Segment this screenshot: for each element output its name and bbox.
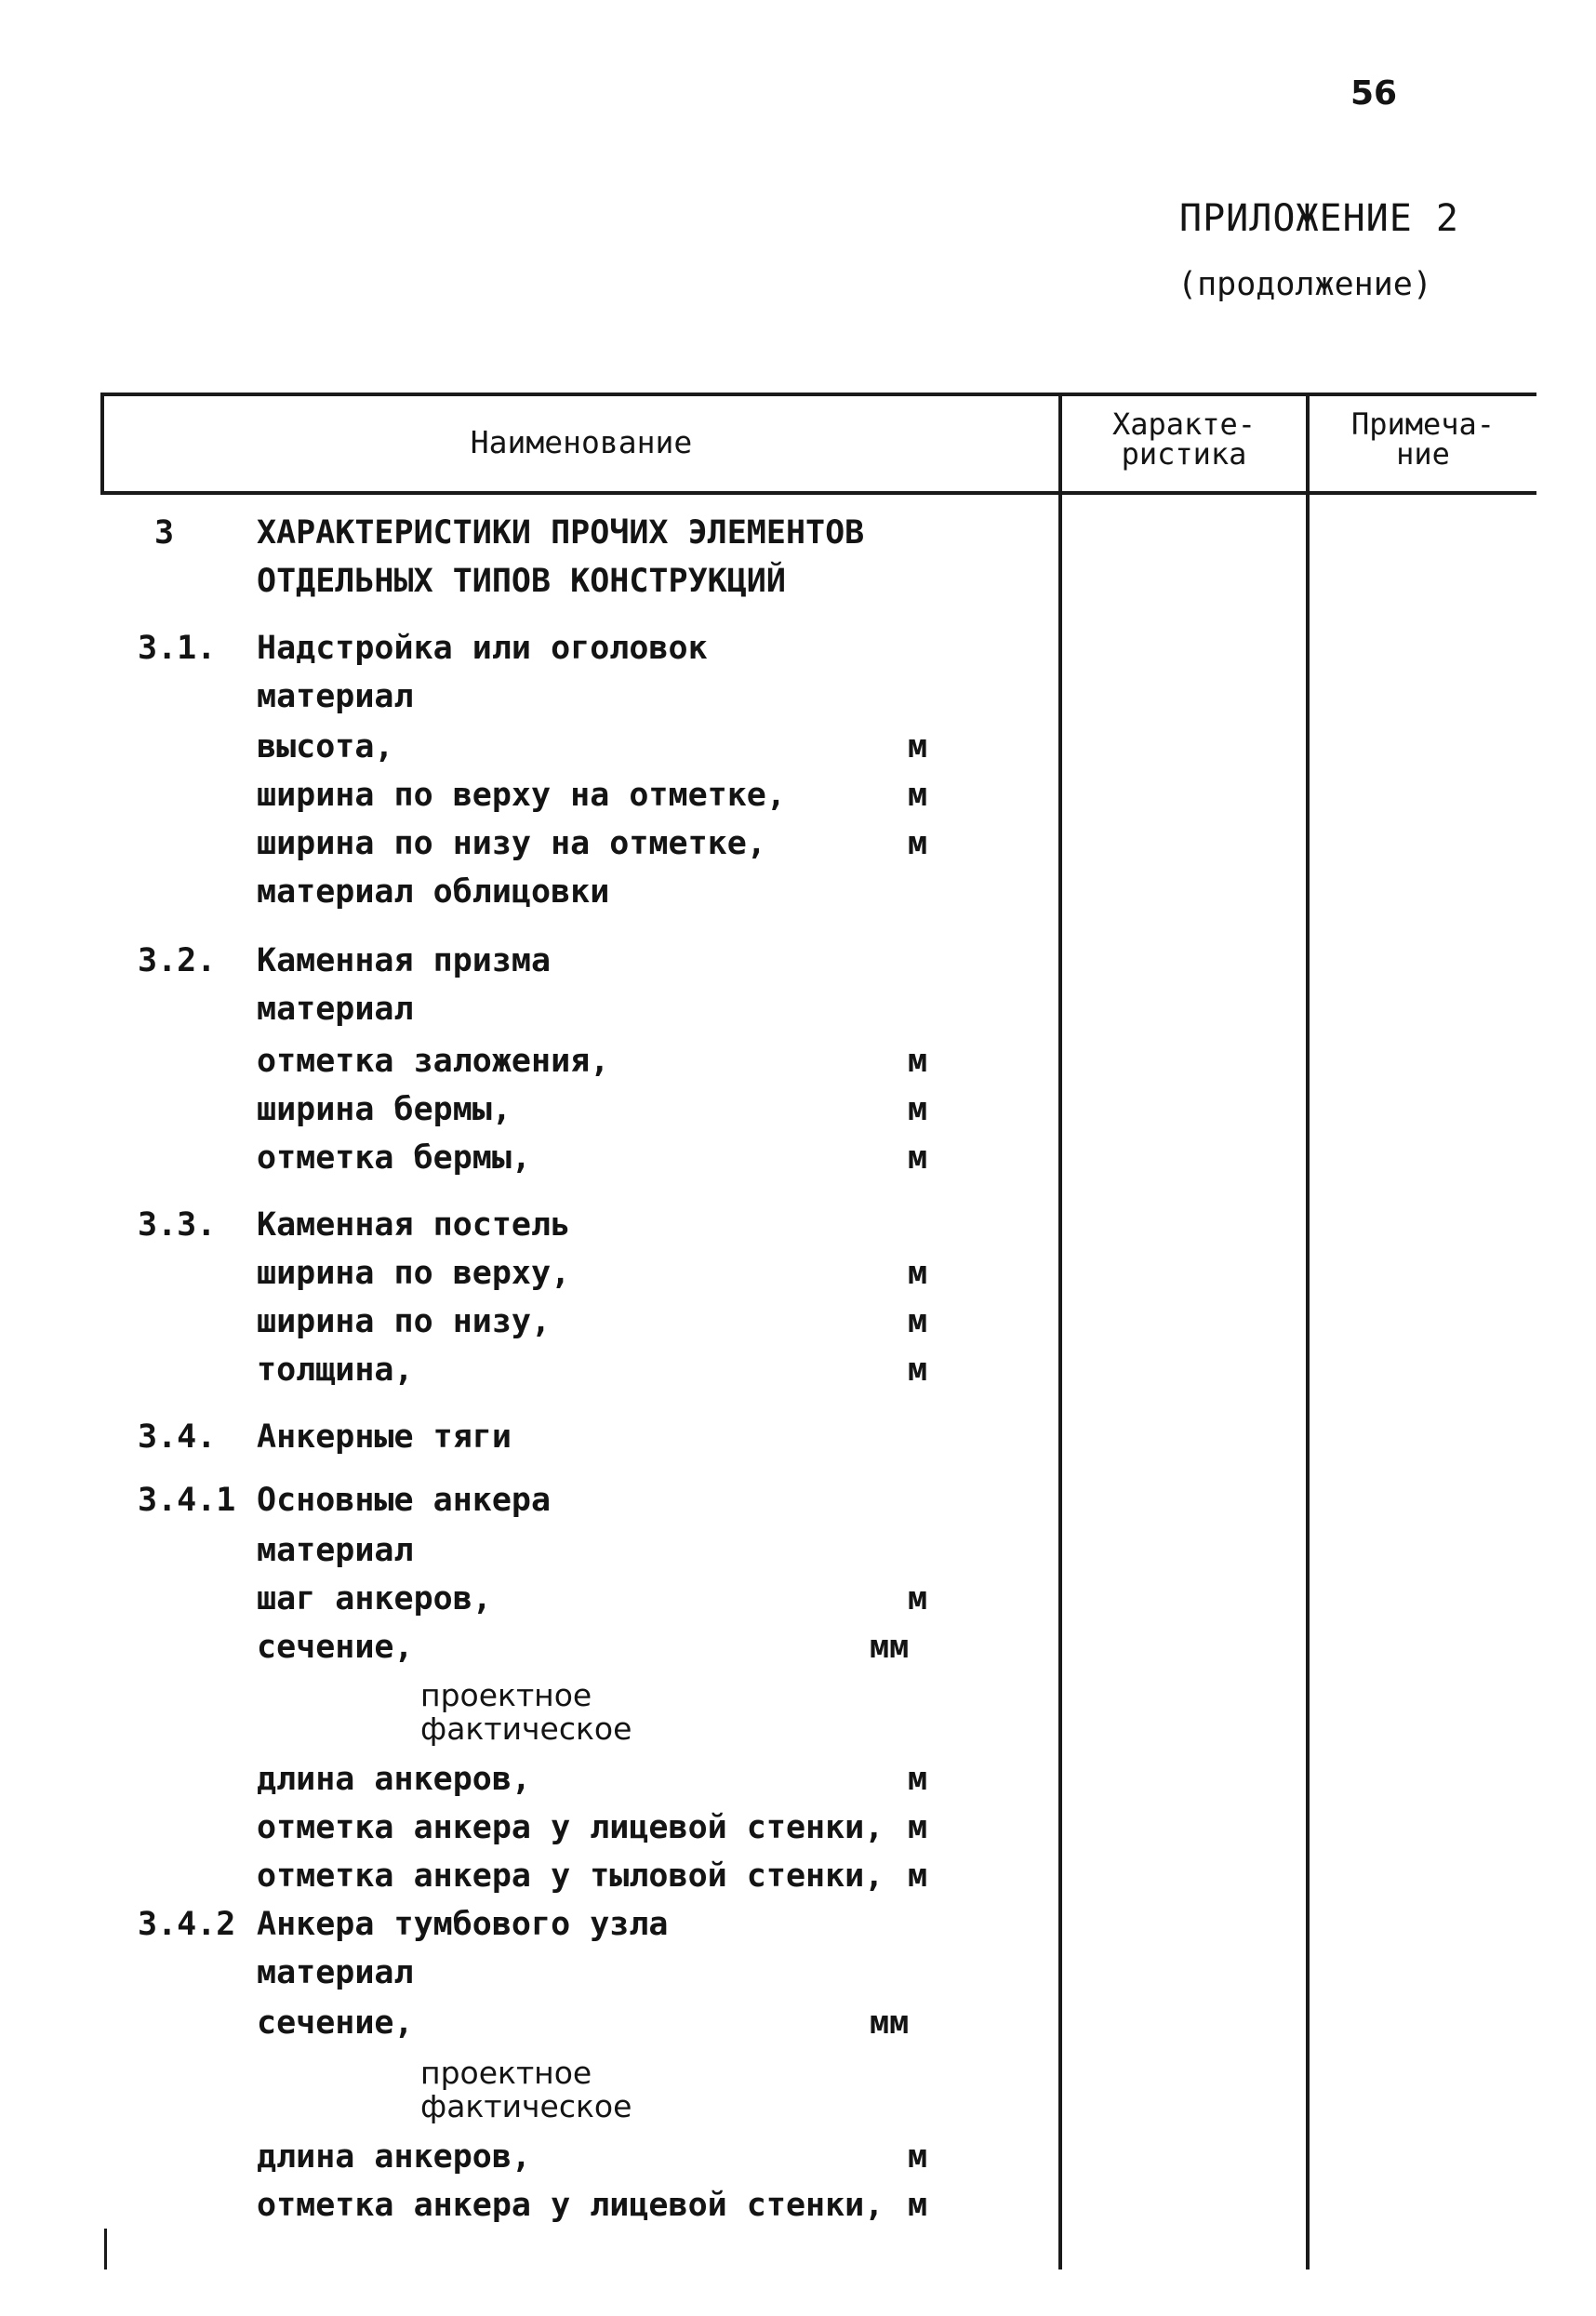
row-unit: м bbox=[908, 2138, 928, 2176]
row-label: материал bbox=[257, 1954, 414, 1991]
row-label: шаг анкеров, bbox=[257, 1580, 492, 1617]
row-unit: м bbox=[908, 1139, 928, 1177]
row-label: ширина по низу на отметке, bbox=[257, 825, 766, 862]
row-unit: м bbox=[908, 1303, 928, 1340]
row-label: Надстройка или оголовок bbox=[257, 630, 708, 667]
col-divider-characteristic bbox=[1058, 393, 1062, 2269]
row-unit: мм bbox=[870, 2004, 910, 2042]
row-label: ХАРАКТЕРИСТИКИ ПРОЧИХ ЭЛЕМЕНТОВ bbox=[257, 514, 865, 552]
row-label: отметка заложения, bbox=[257, 1043, 610, 1080]
body-left-margin-line bbox=[104, 2229, 107, 2269]
row-label: ширина бермы, bbox=[257, 1091, 512, 1128]
header-characteristic-line1: Характе- bbox=[1111, 406, 1257, 442]
table-top-rule bbox=[100, 393, 1536, 396]
row-unit: м bbox=[908, 1255, 928, 1292]
page-number: 56 bbox=[1350, 74, 1398, 113]
row-label: длина анкеров, bbox=[257, 2138, 532, 2176]
appendix-subtitle: (продолжение) bbox=[1177, 266, 1432, 303]
row-label: отметка бермы, bbox=[257, 1139, 532, 1177]
header-characteristic-line2: ристика bbox=[1121, 436, 1247, 472]
row-unit: м bbox=[908, 777, 928, 814]
row-label: ширина по низу, bbox=[257, 1303, 552, 1340]
row-label: Анкера тумбового узла bbox=[257, 1906, 669, 1943]
row-unit: м bbox=[908, 1809, 928, 1846]
row-unit: м bbox=[908, 1091, 928, 1128]
row-number: 3.3. bbox=[138, 1206, 217, 1244]
row-label: проектное bbox=[420, 2055, 592, 2091]
header-name: Наименование bbox=[470, 424, 693, 460]
row-unit: м bbox=[908, 1351, 928, 1389]
row-label: сечение, bbox=[257, 1629, 414, 1666]
row-label: Каменная постель bbox=[257, 1206, 571, 1244]
row-number: 3.2. bbox=[138, 942, 217, 979]
row-label: высота, bbox=[257, 728, 394, 765]
row-unit: м bbox=[908, 728, 928, 765]
row-label: сечение, bbox=[257, 2004, 414, 2042]
row-number: 3.4. bbox=[138, 1418, 217, 1456]
row-label: фактическое bbox=[420, 2088, 632, 2124]
row-label: длина анкеров, bbox=[257, 1761, 532, 1798]
header-note bbox=[1310, 406, 1536, 472]
row-label: материал bbox=[257, 1532, 414, 1569]
row-label: материал bbox=[257, 991, 414, 1028]
row-number: 3.4.2 bbox=[138, 1906, 236, 1943]
header-note-line2: ние bbox=[1396, 436, 1450, 472]
row-number: 3.1. bbox=[138, 630, 217, 667]
row-label: отметка анкера у лицевой стенки, bbox=[257, 2187, 884, 2224]
row-unit: м bbox=[908, 1043, 928, 1080]
row-label: материал bbox=[257, 678, 414, 715]
row-number: 3 bbox=[154, 514, 175, 552]
row-label: отметка анкера у лицевой стенки, bbox=[257, 1809, 884, 1846]
row-unit: м bbox=[908, 1761, 928, 1798]
header-characteristic bbox=[1062, 406, 1306, 472]
row-unit: м bbox=[908, 2187, 928, 2224]
row-number: 3.4.1 bbox=[138, 1482, 236, 1519]
row-unit: м bbox=[908, 825, 928, 862]
row-unit: м bbox=[908, 1580, 928, 1617]
row-label: отметка анкера у тыловой стенки, bbox=[257, 1857, 884, 1895]
row-label: материал облицовки bbox=[257, 873, 610, 911]
row-label: ОТДЕЛЬНЫХ ТИПОВ КОНСТРУКЦИЙ bbox=[257, 563, 786, 600]
header-note-line1: Примеча- bbox=[1350, 406, 1496, 442]
row-label: Каменная призма bbox=[257, 942, 552, 979]
row-label: проектное bbox=[420, 1677, 592, 1713]
row-unit: мм bbox=[870, 1629, 910, 1666]
row-label: ширина по верху, bbox=[257, 1255, 571, 1292]
row-label: Анкерные тяги bbox=[257, 1418, 512, 1456]
row-label: фактическое bbox=[420, 1710, 632, 1747]
row-unit: м bbox=[908, 1857, 928, 1895]
row-label: ширина по верху на отметке, bbox=[257, 777, 786, 814]
appendix-title: ПРИЛОЖЕНИЕ 2 bbox=[1179, 197, 1459, 240]
col-divider-note bbox=[1306, 393, 1310, 2269]
row-label: толщина, bbox=[257, 1351, 414, 1389]
table-header-rule bbox=[100, 491, 1536, 495]
row-label: Основные анкера bbox=[257, 1482, 552, 1519]
